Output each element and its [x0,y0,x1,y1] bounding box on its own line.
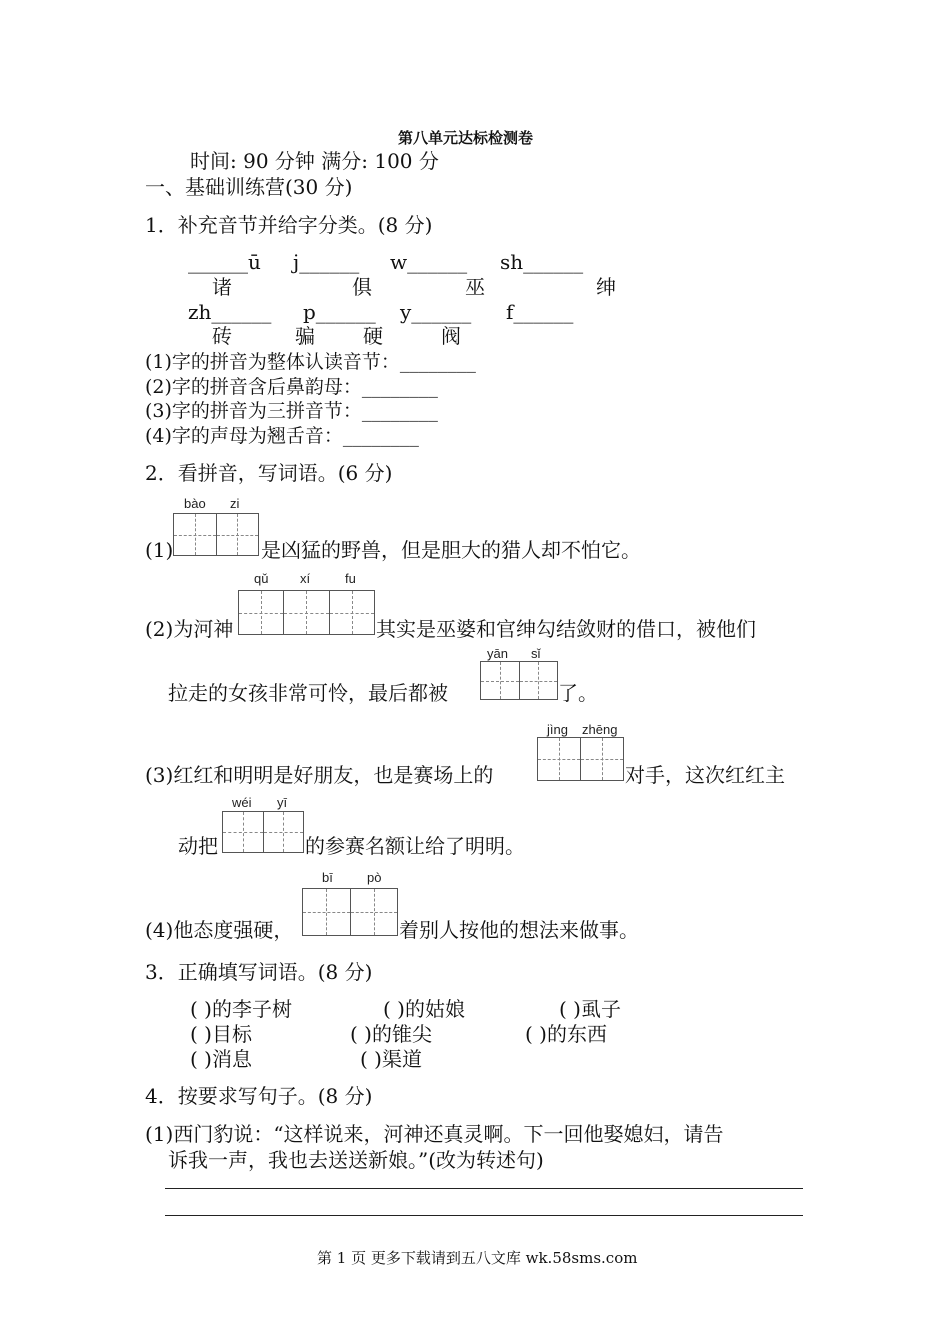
sub-question: (3)字的拼音为三拼音节：________ [145,400,438,422]
syllable-blank[interactable]: zh______ [188,300,272,324]
syllable-blank[interactable]: w______ [390,250,468,274]
pinyin-label: yān [487,646,508,661]
fill-in-phrase[interactable]: ( )目标 [190,1022,252,1046]
syllable-blank[interactable]: sh______ [500,250,584,274]
sentence-suffix: 是凶猛的野兽，但是胆大的猎人却不怕它。 [261,538,641,562]
sentence-suffix: 着别人按他的想法来做事。 [399,918,639,942]
question-1-heading: 1．补充音节并给字分类。(8 分) [145,213,433,237]
sentence-item: 诉我一声，我也去送送新娘。”(改为转述句) [168,1148,544,1172]
pinyin-label: fu [345,571,356,586]
character: 阀 [441,324,461,348]
character: 俱 [352,275,372,299]
writing-grid[interactable] [480,661,558,700]
pinyin-label: bào [184,496,206,511]
sentence-prefix: (3)红红和明明是好朋友，也是赛场上的 [145,763,494,787]
sentence-prefix: (4)他态度强硬， [145,918,294,942]
pinyin-label: pò [367,870,382,885]
sub-question: (1)字的拼音为整体认读音节：________ [145,351,476,373]
sentence-prefix: 动把 [178,834,218,858]
syllable-blank[interactable]: p______ [303,300,376,324]
sub-question: (4)字的声母为翘舌音：________ [145,425,419,447]
syllable-blank[interactable]: j______ [293,250,360,274]
character: 砖 [212,324,232,348]
syllable-blank[interactable]: f______ [506,300,574,324]
pinyin-label: bī [322,870,333,885]
fill-in-phrase[interactable]: ( )的东西 [525,1022,607,1046]
sentence-suffix: 其实是巫婆和官绅勾结敛财的借口，被他们 [376,617,756,641]
question-2-heading: 2．看拼音，写词语。(6 分) [145,461,393,485]
writing-grid[interactable] [537,737,624,781]
sentence-suffix: 对手，这次红红主 [625,763,785,787]
character: 诸 [212,275,232,299]
pinyin-label: zi [230,496,240,511]
pinyin-label: zhēng [582,722,618,737]
pinyin-label: qǔ [254,571,269,586]
fill-in-phrase[interactable]: ( )的姑娘 [383,997,465,1021]
character: 硬 [363,324,383,348]
page-footer: 第 1 页 更多下载请到五八文库 wk.58sms.com [317,1249,638,1267]
sentence-suffix: 的参赛名额让给了明明。 [305,834,525,858]
writing-grid[interactable] [173,513,259,556]
answer-line[interactable] [165,1188,803,1189]
fill-in-phrase[interactable]: ( )虱子 [559,997,621,1021]
question-3-heading: 3．正确填写词语。(8 分) [145,960,373,984]
page-title: 第八单元达标检测卷 [398,129,534,147]
sentence-prefix: (1) [145,538,174,562]
sentence-suffix: 了。 [558,681,598,705]
syllable-blank[interactable]: y______ [400,300,472,324]
fill-in-phrase[interactable]: ( )渠道 [360,1047,422,1071]
answer-line[interactable] [165,1215,803,1216]
character: 巫 [465,275,485,299]
pinyin-label: yī [277,795,288,810]
sentence-prefix: 拉走的女孩非常可怜，最后都被 [168,681,448,705]
fill-in-phrase[interactable]: ( )的锥尖 [350,1022,432,1046]
writing-grid[interactable] [302,888,398,936]
character: 骗 [295,324,315,348]
fill-in-phrase[interactable]: ( )消息 [190,1047,252,1071]
pinyin-label: wéi [232,795,252,810]
fill-in-phrase[interactable]: ( )的李子树 [190,997,292,1021]
question-4-heading: 4．按要求写句子。(8 分) [145,1084,373,1108]
pinyin-label: sǐ [531,646,541,661]
sentence-prefix: (2)为河神 [145,617,234,641]
exam-meta: 时间: 90 分钟 满分: 100 分 [190,149,439,173]
sub-question: (2)字的拼音含后鼻韵母：________ [145,376,438,398]
syllable-blank[interactable]: ______ū [188,250,261,274]
section-heading: 一、基础训练营(30 分) [145,175,353,199]
writing-grid[interactable] [238,590,375,635]
pinyin-label: jìng [547,722,568,737]
character: 绅 [596,275,616,299]
writing-grid[interactable] [222,811,304,853]
sentence-item: (1)西门豹说：“这样说来，河神还真灵啊。下一回他娶媳妇，请告 [145,1122,724,1146]
pinyin-label: xí [300,571,311,586]
